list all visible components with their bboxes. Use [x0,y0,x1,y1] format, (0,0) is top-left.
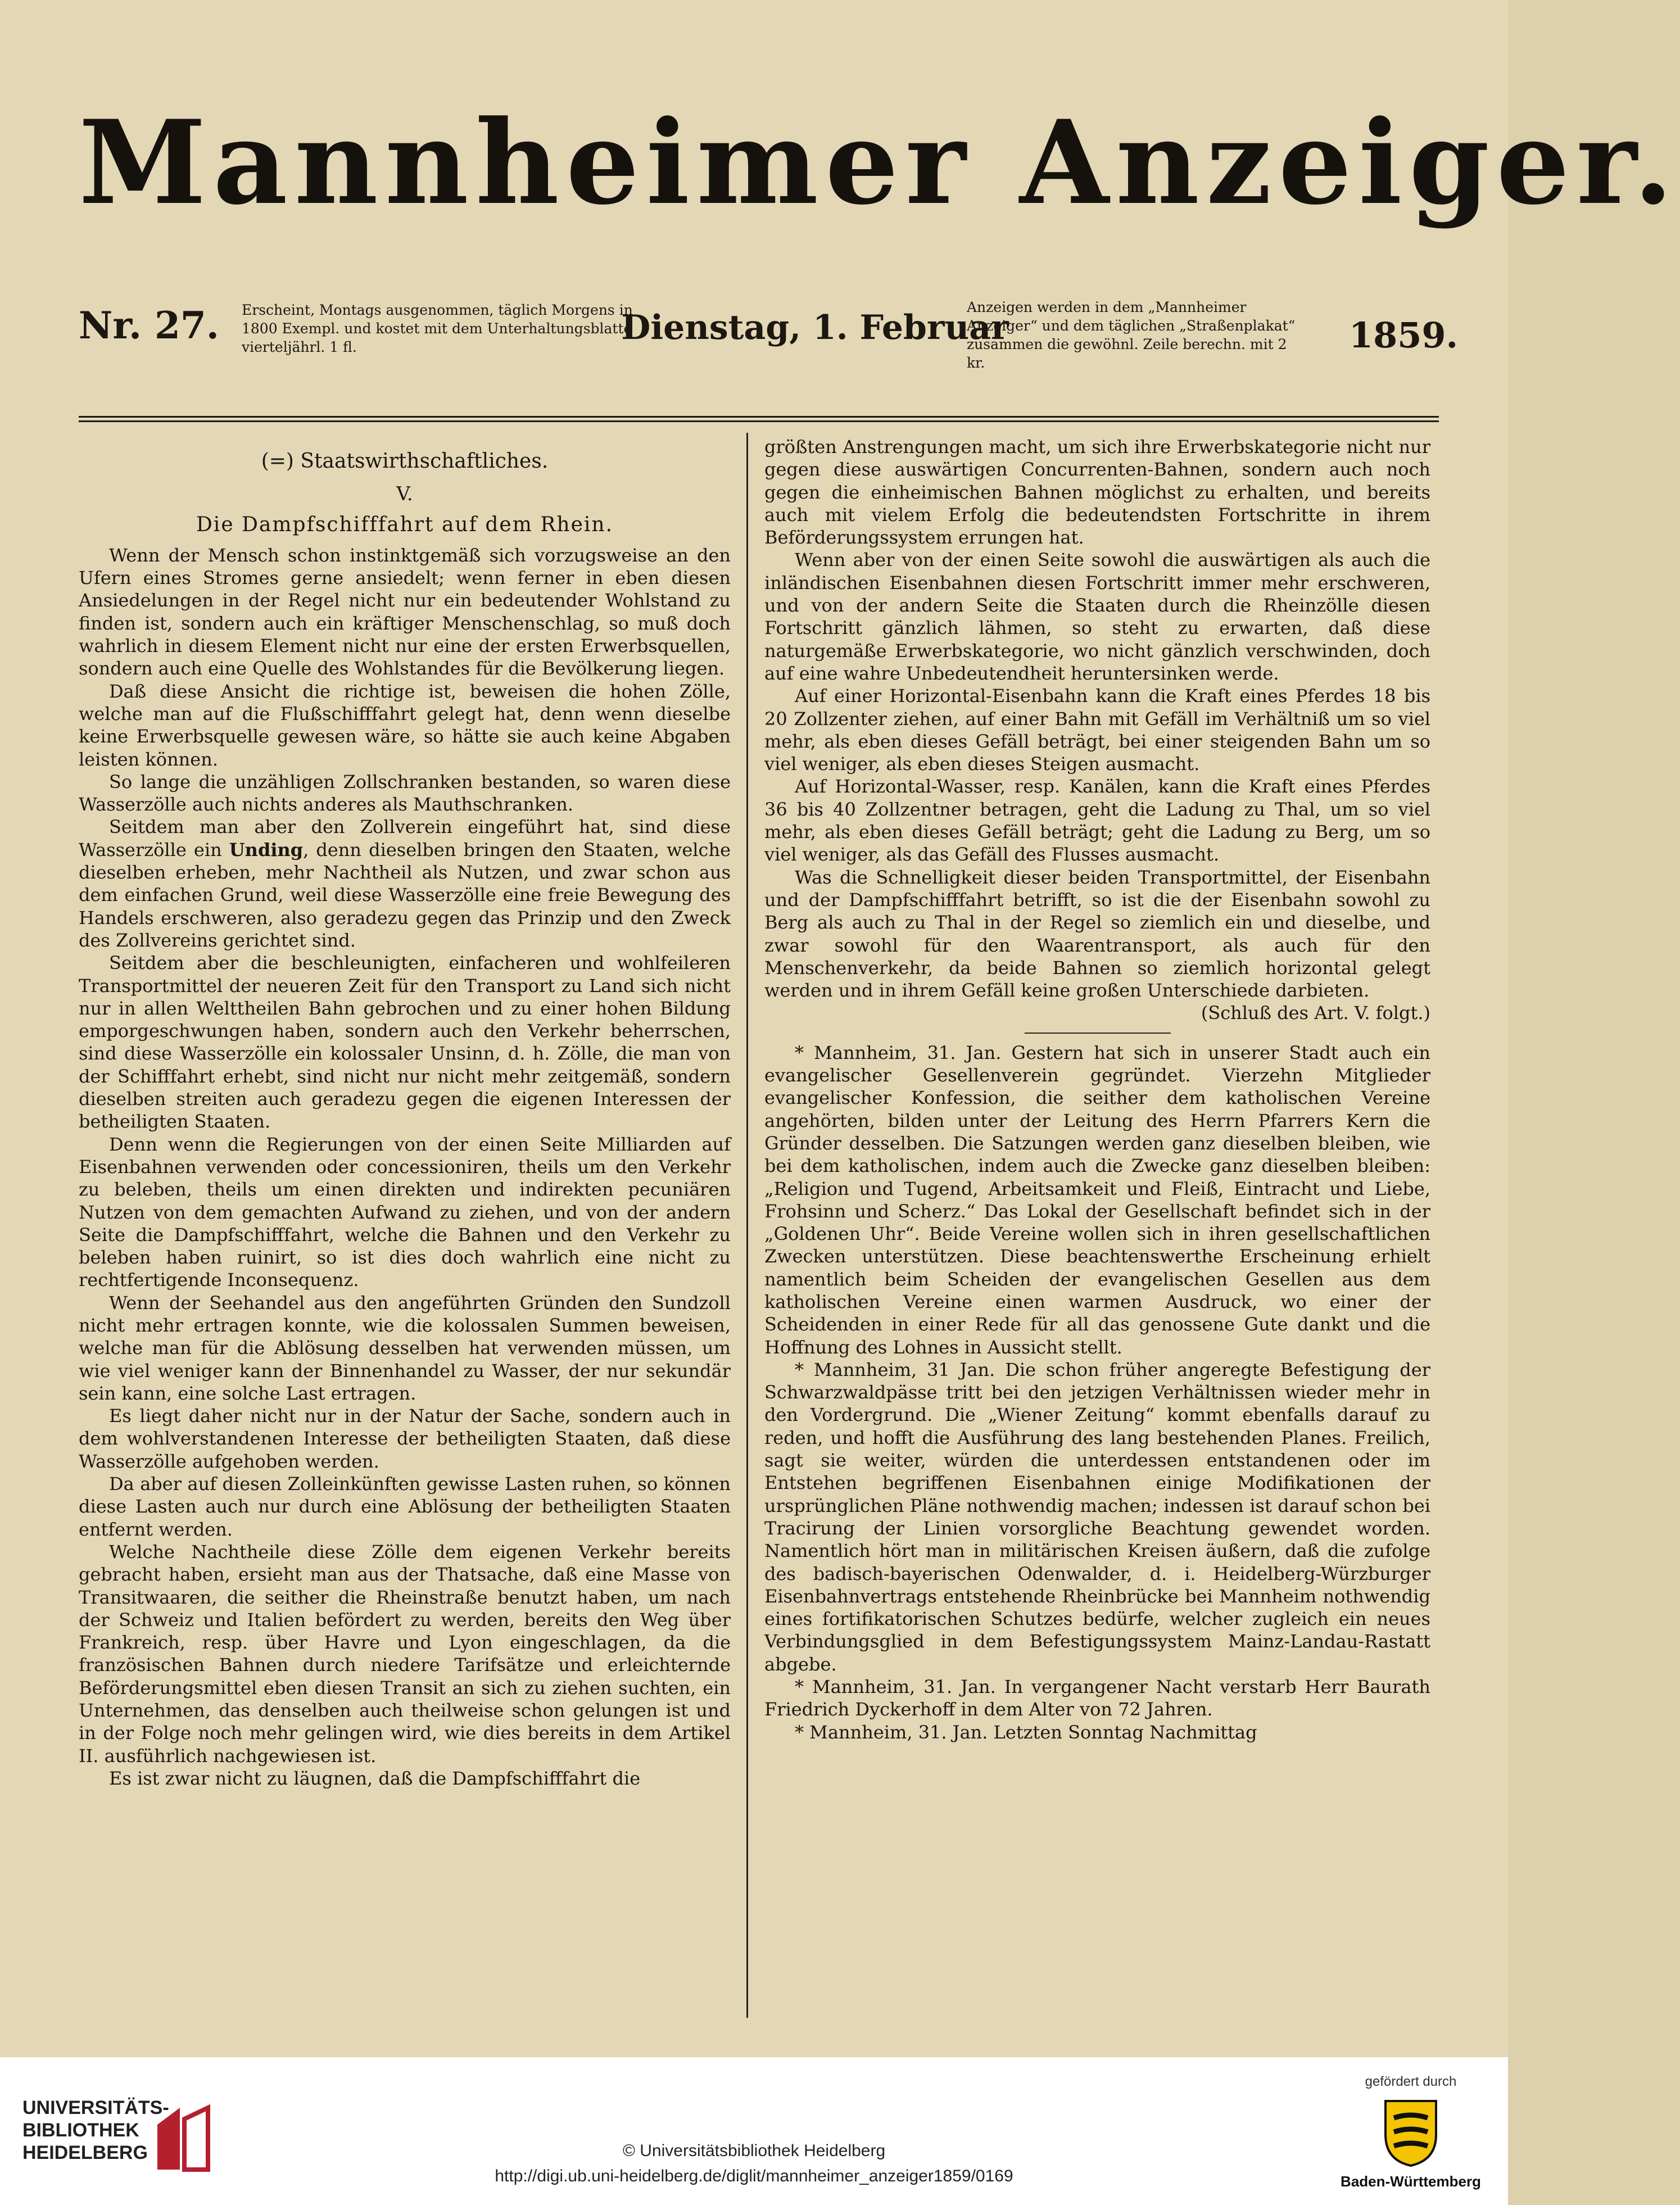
paragraph: Es liegt daher nicht nur in der Natur der Sache, sondern auch in dem wohlverstandenen Interesse der betheiligten Staaten, daß diese Wasserzölle aufgehoben werden. [79,1405,731,1472]
paragraph: größten Anstrengungen macht, um sich ihre Erwerbskategorie nicht nur gegen diese auswärtigen Concurrenten-Bahnen, sondern auch noch gegen die einheimischen Bahnen möglichst zu erhalten, und bereits auch mit vielem Erfolg die bedeutendsten Fortschritte in ihrem Beförderungssystem errungen hat. [764,436,1430,549]
paragraph: Denn wenn die Regierungen von der einen Seite Milliarden auf Eisenbahnen verwenden oder concessioniren, theils um den Verkehr zu beleben, theils um einen direkten und indirekten pecuniären Nutzen von dem gemachten Aufwand zu ziehen, und von der andern Seite die Dampfschifffahrt, welche die Bahnen und den Verkehr zu beleben haben ruinirt, so ist dies doch wahrlich eine nicht zu rechtfertigende Inconsequenz. [79,1133,731,1291]
paragraph: Wenn aber von der einen Seite sowohl die auswärtigen als auch die inländischen Eisenbahnen diesen Fortschritt immer mehr erschweren, und von der andern Seite die Staaten durch die Rheinzölle diesen Fortschritt gänzlich lähmen, so steht zu erwarten, daß diese naturgemäße Erwerbskategorie, wo nicht gänzlich verschwinden, doch auf eine wahre Unbedeutendheit heruntersinken werde. [764,549,1430,684]
source-url[interactable]: http://digi.ub.uni-heidelberg.de/diglit/mannheimer_anzeiger1859/0169 [495,2167,1013,2185]
funded-by-label: gefördert durch [1365,2074,1457,2089]
funder-name: Baden-Württemberg [1341,2173,1481,2190]
footer [0,2057,1508,2205]
advertisement-info: Anzeigen werden in dem „Mannheimer Anzeiger“ und dem täglichen „Straßenplakat“ zusammen die gewöhnl. Zeile berechn. mit 2 kr. [967,299,1296,371]
subscription-info: Erscheint, Montags ausgenommen, täglich Morgens in 1800 Exempl. und kostet mit dem Unterhaltungsblatte vierteljährl. 1 fl. [242,302,633,355]
copyright-notice: © Universitätsbibliothek Heidelberg [622,2141,886,2160]
issue-number: Nr. 27. [79,304,219,347]
paragraph: Daß diese Ansicht die richtige ist, beweisen die hohen Zölle, welche man auf die Flußschifffahrt gelegt hat, denn wenn dieselbe keine Erwerbsquelle gewesen wäre, so hätte sie auch keine Abgaben leisten können. [79,680,731,770]
paragraph: Es ist zwar nicht zu läugnen, daß die Dampfschifffahrt die [109,1767,641,1789]
right-column [764,436,1430,1744]
news-item: * Mannheim, 31. Jan. Gestern hat sich in unserer Stadt auch ein evangelischer Gesellenverein gegründet. Vierzehn Mitglieder evangelischer Konfession, die seither dem katholischen Vereine angehörten, bilden unter der Leitung des Herrn Pfarrers Kern die Gründer desselben. Die Satzungen werden ganz dieselben bleiben, wie bei dem katholischen, indem auch die Zwecke ganz dieselben bleiben: „Religion und Tugend, Arbeitsamkeit und Fleiß, Eintracht und Liebe, Frohsinn und Scherz.“ Das Lokal der Gesellschaft befindet sich in der „Goldenen Uhr“. Beide Vereine wollen sich in ihren gesellschaftlichen Zwecken unterstützen. Diese beachtenswerthe Erscheinung erhielt namentlich beim Scheiden der evangelischen Gesellen aus dem katholischen Vereine einen warmen Ausdruck, wo einer der Scheidenden in einer Rede für all das genossene Gute dankt und die Hoffnung des Lohnes in Aussicht stellt. [764,1042,1430,1358]
paragraph [79,816,731,952]
masthead-title: Mannheimer Anzeiger. [79,96,1680,230]
library-name-line1: UNIVERSITÄTS- [22,2097,169,2118]
issue-info-row [79,292,1459,382]
paragraph: Seitdem aber die beschleunigten, einfacheren und wohlfeileren Transportmittel der neueren Zeit für den Transport zu Land sich nicht nur in allen Welttheilen Bahn gebrochen und zu einer hohen Bildung emporgeschwungen haben, sondern auch den Verkehr beherrschen, sind diese Wasserzölle ein kolossaler Unsinn, d. h. Zölle, die man von der Schifffahrt erhebt, sind nicht nur nicht mehr zeitgemäß, sondern dieselben streiten auch geradezu gegen die eigenen Interessen der betheiligten Staaten. [79,952,731,1133]
library-name-line2: BIBLIOTHEK [22,2120,139,2141]
paragraph: Welche Nachtheile diese Zölle dem eigenen Verkehr bereits gebracht haben, ersieht man aus der Thatsache, daß eine Masse von Transitwaaren, die seither die Rheinstraße benutzt haben, um nach der Schweiz und Italien befördert zu werden, bereits den Weg über Frankreich, resp. über Havre und Lyon eingeschlagen, da die französischen Bahnen durch niedere Tarifsätze und erleichternde Beförderungsmittel eben diesen Transit an sich zu ziehen suchten, ein Unternehmen, das denselben auch theilweise schon gelungen ist und in der Folge noch mehr gelingen wird, wie dies bereits in dem Artikel II. ausführlich nachgewiesen ist. [79,1541,731,1767]
header-rule-bottom [79,420,1439,422]
paragraph: Auf Horizontal-Wasser, resp. Kanälen, kann die Kraft eines Pferdes 36 bis 40 Zollzentner betragen, geht die Ladung zu Thal, um so viel mehr, als eben dieses Gefäll beträgt; geht die Ladung zu Berg, um so viel weniger, als das Gefäll des Flusses ausmacht. [764,776,1430,866]
paragraph: Auf einer Horizontal-Eisenbahn kann die Kraft eines Pferdes 18 bis 20 Zollzenter ziehen, auf einer Bahn mit Gefäll im Verhältniß um so viel mehr, als eben dieses Gefäll beträgt, bei einer steigenden Bahn um so viel weniger, als eben dieses Steigen ausmacht. [764,685,1430,775]
library-name-line3: HEIDELBERG [22,2142,148,2163]
paragraph-text: Seitdem man aber den Zollverein eingeführt hat, sind diese Wasserzölle ein [79,816,731,861]
news-item: * Mannheim, 31. Jan. Letzten Sonntag Nachmittag [795,1721,1257,1743]
news-item: * Mannheim, 31 Jan. Die schon früher angeregte Befestigung der Schwarzwaldpässe tritt bei den jetzigen Verhältnissen wieder mehr in den Vordergrund. Die „Wiener Zeitung“ kommt ebenfalls darauf zu reden, und hofft die Ausführung des lang bestehenden Planes. Freilich, sagt sie weiter, würden die unterdessen entstandenen oder im Entstehen begriffenen Eisenbahnen einige Modifikationen der ursprünglichen Pläne nothwendig machen; indessen ist darauf schon bei Tracirung der Linien vorsorgliche Beachtung gewendet worden. Namentlich hört man in militärischen Kreisen äußern, daß die zufolge des badisch-bayerischen Odenwalder, d. i. Heidelberg-Würzburger Eisenbahnvertrags entstehende Rheinbrücke bei Mannheim nothwendig eines fortifikatorischen Schutzes bedürfe, welcher zugleich ein neues Verbindungsglied in dem Befestigungssystem Mainz-Landau-Rastatt abgebe. [764,1359,1430,1675]
library-mark-icon [152,2102,214,2175]
paragraph: So lange die unzähligen Zollschranken bestanden, so waren diese Wasserzölle auch nichts anderes als Mauthschranken. [79,771,731,816]
library-logo [22,2097,259,2175]
left-column [79,436,731,1790]
article-number: V. [396,483,413,506]
continuation-note: (Schluß des Art. V. folgt.) [1201,1002,1430,1024]
coat-of-arms-icon [1380,2095,1442,2168]
header-rule-top [79,416,1439,418]
column-divider [746,433,748,2018]
news-item: * Mannheim, 31. Jan. In vergangener Nacht verstarb Herr Baurath Friedrich Dyckerhoff in dem Alter von 72 Jahren. [764,1676,1430,1720]
paragraph: Was die Schnelligkeit dieser beiden Transportmittel, der Eisenbahn und der Dampfschifffahrt betrifft, so ist die der Eisenbahn sowohl zu Berg als auch zu Thal in der Regel so ziemlich ein und dieselbe, und zwar sowohl für den Waarentransport, als auch für den Menschenverkehr, da beide Bahnen so ziemlich horizontal gelegt werden und in ihrem Gefäll keine großen Unterschiede darbieten. [764,866,1430,1002]
paragraph: Wenn der Seehandel aus den angeführten Gründen den Sundzoll nicht mehr ertragen konnte, wie die kolossalen Summen beweisen, welche man für die Ablösung desselben hat verwenden müssen, um wie viel weniger kann der Binnenhandel zu Wasser, der nur sekundär sein kann, eine solche Last ertragen. [79,1292,731,1404]
article-title: Die Dampfschifffahrt auf dem Rhein. [196,513,614,536]
paragraph: Wenn der Mensch schon instinktgemäß sich vorzugsweise an den Ufern eines Stromes gerne ansiedelt; wenn ferner in eben diesen Ansiedelungen in der Regel nicht nur ein bedeutender Wohlstand zu finden ist, sondern auch ein kräftiger Menschenschlag, so muß doch wahrlich in diesem Element nicht nur eine der ersten Erwerbsquellen, sondern auch eine Quelle des Wohlstandes für die Bevölkerung liegen. [79,544,731,680]
article-separator [1025,1033,1171,1034]
issue-year: 1859. [1349,315,1459,356]
section-heading: (=) Staatswirthschaftliches. [261,450,549,473]
funder-block [1326,2074,1495,2190]
issue-date: Dienstag, 1. Februar [621,308,1009,347]
emphasized-word: Unding [229,839,304,861]
paragraph: Da aber auf diesen Zolleinkünften gewisse Lasten ruhen, so können diese Lasten auch nur durch eine Ablösung der betheiligten Staaten entfernt werden. [79,1473,731,1540]
paragraph-text: , denn dieselben bringen den Staaten, welche dieselben erheben, mehr Nachtheil als Nutzen, und zwar schon aus dem einfachen Grund, weil diese Wasserzölle eine freie Bewegung des Handels erschweren, also geradezu gegen das Prinzip und den Zweck des Zollvereins gerichtet sind. [79,839,731,951]
